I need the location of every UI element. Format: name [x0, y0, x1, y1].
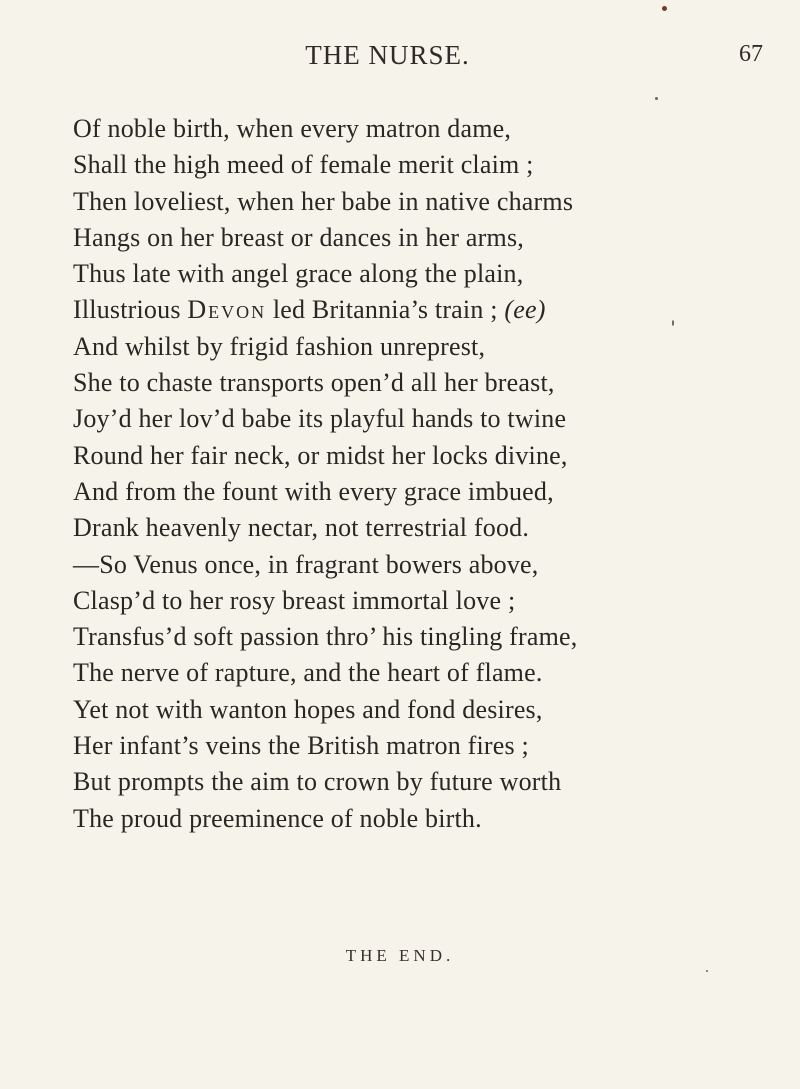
line-text-after: led Britannia’s train ;	[266, 295, 505, 325]
poem-line: Of noble birth, when every matron dame,	[73, 114, 512, 143]
poem-line: Yet not with wanton hopes and fond desires,	[73, 694, 543, 724]
ink-speck	[655, 97, 658, 100]
poem-line: But prompts the aim to crown by future worth	[73, 767, 562, 797]
poem-line: Transfus’d soft passion thro’ his tingling frame,	[73, 622, 578, 652]
poem-line-devon	[73, 292, 753, 328]
ink-speck	[672, 320, 674, 326]
poem-line: And whilst by frigid fashion unreprest,	[73, 331, 486, 361]
poem-line: Her infant’s veins the British matron fires ;	[73, 731, 529, 761]
poem-line: Drank heavenly nectar, not terrestrial food.	[73, 513, 530, 543]
line-text-before: Illustrious	[73, 295, 188, 325]
poem-line: And from the fount with every grace imbued,	[73, 476, 554, 506]
poem-line: The nerve of rapture, and the heart of flame.	[73, 658, 543, 688]
page-header-title: THE NURSE.	[305, 40, 470, 70]
ink-speck	[706, 970, 708, 972]
poem	[73, 111, 753, 837]
poem-line: Round her fair neck, or midst her locks divine,	[73, 440, 568, 470]
poem-line: Thus late with angel grace along the plain,	[73, 259, 524, 289]
poem-line: Shall the high meed of female merit claim ;	[73, 150, 534, 180]
poem-line: She to chaste transports open’d all her breast,	[73, 368, 555, 398]
poem-line: Hangs on her breast or dances in her arms,	[73, 222, 524, 252]
running-head	[0, 40, 800, 80]
ink-speck	[662, 6, 667, 11]
poem-line: —So Venus once, in fragrant bowers above,	[73, 549, 539, 579]
poem-line: Joy’d her lov’d babe its playful hands to twine	[73, 404, 567, 434]
poem-line: Then loveliest, when her babe in native charms	[73, 186, 574, 216]
footnote-reference: (ee)	[504, 295, 546, 325]
the-end-text: THE END.	[345, 946, 455, 965]
poem-line: The proud preeminence of noble birth.	[73, 803, 482, 833]
name-devon: Devon	[187, 295, 267, 325]
page-number: 67	[739, 41, 763, 67]
poem-line: Clasp’d to her rosy breast immortal love ;	[73, 585, 516, 615]
